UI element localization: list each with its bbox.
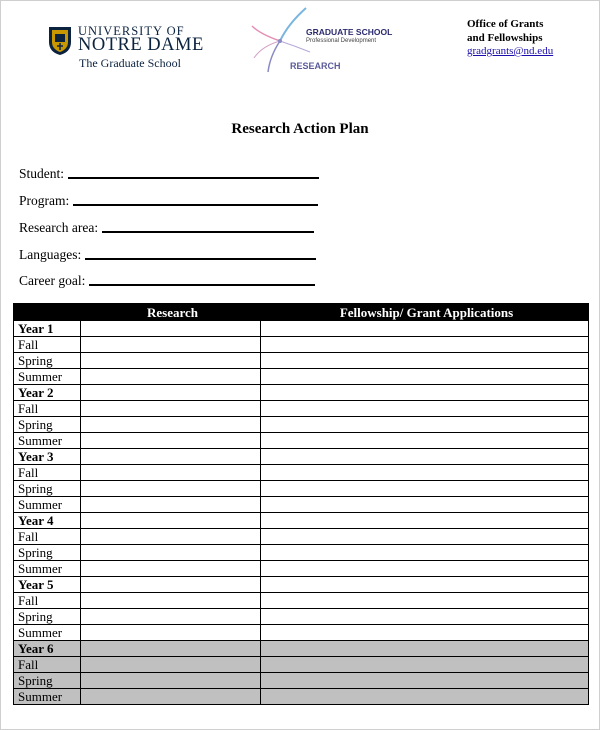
term-row: [14, 609, 589, 625]
term-label: Fall: [14, 337, 81, 353]
year-label: Year 3: [14, 449, 81, 465]
research-area-blank[interactable]: [102, 231, 314, 233]
research-cell[interactable]: [81, 481, 261, 497]
term-row: [14, 561, 589, 577]
fellowship-cell[interactable]: [261, 401, 589, 417]
career-goal-label: Career goal:: [19, 273, 86, 288]
year-label: Year 5: [14, 577, 81, 593]
research-cell[interactable]: [81, 337, 261, 353]
research-cell[interactable]: [81, 417, 261, 433]
fellowship-cell[interactable]: [261, 433, 589, 449]
nd-logo-line3: The Graduate School: [79, 56, 181, 70]
header-research: Research: [81, 304, 261, 321]
fellowship-cell[interactable]: [261, 657, 589, 673]
term-row: [14, 465, 589, 481]
fellowship-cell[interactable]: [261, 385, 589, 401]
research-area-label: Research area:: [19, 220, 99, 235]
year-label: Year 1: [14, 321, 81, 337]
nd-logo-line1: UNIVERSITY OF: [78, 24, 185, 38]
research-cell[interactable]: [81, 401, 261, 417]
action-plan-table: [13, 303, 589, 705]
fellowship-cell[interactable]: [261, 465, 589, 481]
fellowship-cell[interactable]: [261, 321, 589, 337]
term-label: Spring: [14, 417, 81, 433]
research-cell[interactable]: [81, 609, 261, 625]
research-cell[interactable]: [81, 673, 261, 689]
office-line1: Office of Grants: [467, 18, 544, 30]
term-label: Fall: [14, 529, 81, 545]
term-row: [14, 529, 589, 545]
shield-icon: [48, 26, 72, 56]
research-cell[interactable]: [81, 353, 261, 369]
office-line2: and Fellowships: [467, 31, 543, 44]
research-cell[interactable]: [81, 625, 261, 641]
research-cell[interactable]: [81, 657, 261, 673]
document-title: Research Action Plan: [231, 121, 369, 137]
research-cell[interactable]: [81, 561, 261, 577]
year-row: [14, 321, 589, 337]
fellowship-cell[interactable]: [261, 449, 589, 465]
fellowship-cell[interactable]: [261, 673, 589, 689]
fellowship-cell[interactable]: [261, 481, 589, 497]
gs-logo-line3: RESEARCH: [290, 61, 341, 71]
term-label: Summer: [14, 369, 81, 385]
fellowship-cell[interactable]: [261, 529, 589, 545]
career-goal-field[interactable]: [19, 273, 315, 289]
student-field[interactable]: [19, 166, 319, 182]
fellowship-cell[interactable]: [261, 417, 589, 433]
research-cell[interactable]: [81, 497, 261, 513]
term-label: Spring: [14, 545, 81, 561]
fellowship-cell[interactable]: [261, 369, 589, 385]
year-label: Year 2: [14, 385, 81, 401]
year-row: [14, 385, 589, 401]
fellowship-cell[interactable]: [261, 641, 589, 657]
term-row: [14, 353, 589, 369]
fellowship-cell[interactable]: [261, 577, 589, 593]
year-label: Year 6: [14, 641, 81, 657]
term-row: [14, 369, 589, 385]
notre-dame-logo: [46, 24, 204, 74]
research-cell[interactable]: [81, 513, 261, 529]
program-field[interactable]: [19, 193, 318, 209]
gs-logo-line1: GRADUATE SCHOOL: [306, 27, 393, 37]
term-label: Spring: [14, 353, 81, 369]
term-label: Summer: [14, 497, 81, 513]
research-cell[interactable]: [81, 689, 261, 705]
student-label: Student:: [19, 166, 65, 181]
graduate-school-logo: [250, 6, 393, 76]
fellowship-cell[interactable]: [261, 513, 589, 529]
research-area-field[interactable]: [19, 220, 314, 236]
fellowship-cell[interactable]: [261, 561, 589, 577]
term-label: Fall: [14, 593, 81, 609]
office-contact: [467, 18, 553, 59]
research-cell[interactable]: [81, 321, 261, 337]
research-cell[interactable]: [81, 641, 261, 657]
term-row: [14, 673, 589, 689]
fellowship-cell[interactable]: [261, 625, 589, 641]
office-email-link[interactable]: gradgrants@nd.edu: [467, 45, 554, 57]
term-row: [14, 657, 589, 673]
fellowship-cell[interactable]: [261, 689, 589, 705]
fellowship-cell[interactable]: [261, 609, 589, 625]
term-row: [14, 689, 589, 705]
table-header-row: [14, 304, 589, 321]
term-row: [14, 497, 589, 513]
research-cell[interactable]: [81, 593, 261, 609]
term-label: Fall: [14, 465, 81, 481]
term-label: Spring: [14, 481, 81, 497]
fellowship-cell[interactable]: [261, 545, 589, 561]
fellowship-cell[interactable]: [261, 497, 589, 513]
term-row: [14, 417, 589, 433]
term-row: [14, 401, 589, 417]
year-row: [14, 449, 589, 465]
research-cell[interactable]: [81, 465, 261, 481]
research-cell[interactable]: [81, 449, 261, 465]
year-row: [14, 577, 589, 593]
year-row: [14, 641, 589, 657]
languages-field[interactable]: [19, 247, 316, 263]
fellowship-cell[interactable]: [261, 337, 589, 353]
term-label: Fall: [14, 401, 81, 417]
term-row: [14, 481, 589, 497]
research-cell[interactable]: [81, 577, 261, 593]
term-label: Summer: [14, 625, 81, 641]
term-label: Summer: [14, 561, 81, 577]
term-row: [14, 545, 589, 561]
gs-logo-line2: Professional Development: [306, 38, 377, 44]
term-label: Summer: [14, 433, 81, 449]
header-term: [14, 304, 81, 321]
term-label: Fall: [14, 657, 81, 673]
term-label: Summer: [14, 689, 81, 705]
term-row: [14, 593, 589, 609]
nd-logo-line2: NOTRE DAME: [78, 35, 204, 55]
year-row: [14, 513, 589, 529]
career-goal-blank[interactable]: [89, 284, 315, 286]
research-cell[interactable]: [81, 545, 261, 561]
research-cell[interactable]: [81, 433, 261, 449]
term-label: Spring: [14, 673, 81, 689]
term-row: [14, 433, 589, 449]
term-row: [14, 625, 589, 641]
term-label: Spring: [14, 609, 81, 625]
research-cell[interactable]: [81, 385, 261, 401]
program-blank[interactable]: [73, 204, 318, 206]
fellowship-cell[interactable]: [261, 353, 589, 369]
header-fellowship: Fellowship/ Grant Applications: [261, 304, 589, 321]
term-row: [14, 337, 589, 353]
student-blank[interactable]: [68, 177, 319, 179]
research-cell[interactable]: [81, 529, 261, 545]
languages-label: Languages:: [19, 247, 82, 262]
year-label: Year 4: [14, 513, 81, 529]
languages-blank[interactable]: [85, 258, 316, 260]
research-cell[interactable]: [81, 369, 261, 385]
fellowship-cell[interactable]: [261, 593, 589, 609]
program-label: Program:: [19, 193, 70, 208]
